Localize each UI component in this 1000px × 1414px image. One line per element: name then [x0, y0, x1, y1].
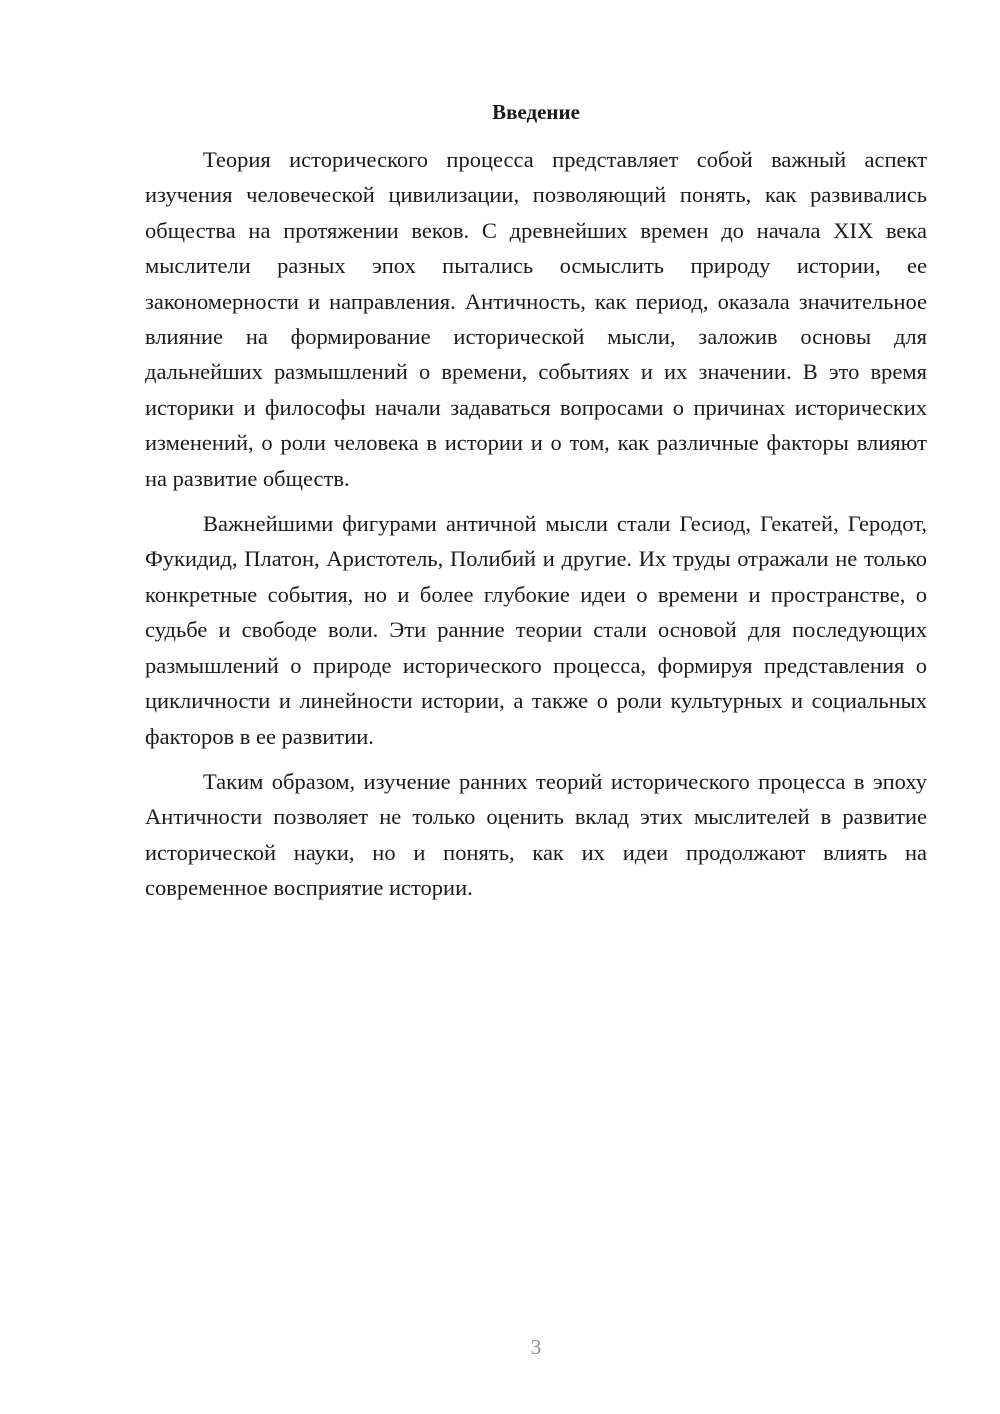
paragraph-2: Важнейшими фигурами античной мысли стали Гесиод, Гекатей, Геродот, Фукидид, Платон, Аристотель, Полибий и другие. Их труды отражали не только конкретные события, но и более глубокие идеи о времени и пространстве, о судьбе и свободе воли. Эти ранние теории стали основой для последующих размышлений о природе исторического процесса, формируя представления о цикличности и линейности истории, а также о роли культурных и социальных факторов в ее развитии. — [145, 511, 927, 749]
paragraph-1: Теория исторического процесса представляет собой важный аспект изучения человеческой цивилизации, позволяющий понять, как развивались общества на протяжении веков. С древнейших времен до начала XIX века мыслители разных эпох пытались осмыслить природу истории, ее закономерности и направления. Античность, как период, оказала значительное влияние на формирование исторической мысли, заложив основы для дальнейших размышлений о времени, событиях и их значении. В это время историки и философы начали задаваться вопросами о причинах исторических изменений, о роли человека в истории и о том, как различные факторы влияют на развитие обществ. — [145, 147, 927, 491]
paragraph-3: Таким образом, изучение ранних теорий исторического процесса в эпоху Античности позволяет не только оценить вклад этих мыслителей в развитие исторической науки, но и понять, как их идеи продолжают влиять на современное восприятие истории. — [145, 768, 927, 901]
page-heading: Введение — [492, 100, 580, 124]
page-number: 3 — [530, 1335, 542, 1359]
document-body — [145, 142, 927, 916]
